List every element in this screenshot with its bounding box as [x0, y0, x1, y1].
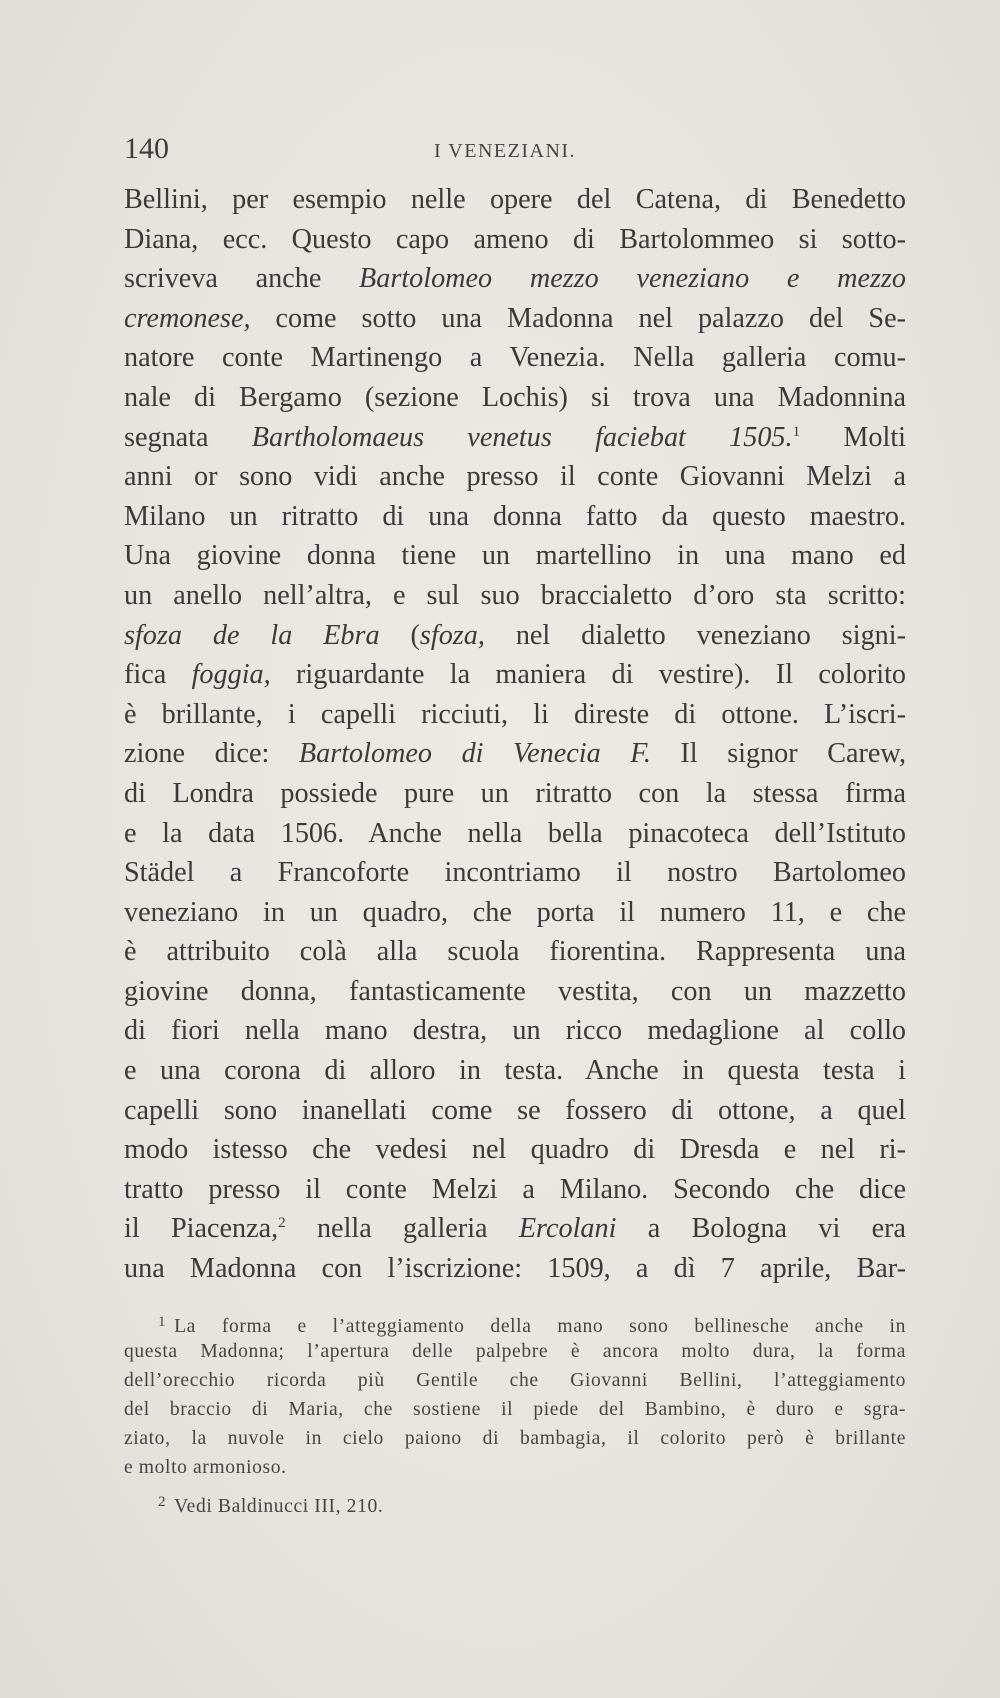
italic-phrase: foggia, — [191, 659, 271, 691]
italic-phrase: Ercolani — [518, 1213, 617, 1245]
footnote-1-line: dell’orecchio ricorda più Gentile che Giovanni Bellini, l’atteggiamento — [124, 1370, 906, 1391]
text-line: una Madonna con l’iscrizione: 1509, a dì 7 aprile, Bar- — [124, 1253, 906, 1285]
italic-phrase: Bartolomeo mezzo veneziano e mezzo — [359, 263, 906, 295]
italic-phrase: sfoza de la Ebra — [124, 619, 380, 651]
text-line: scriveva anche Bartolomeo mezzo veneziano e mezzo — [124, 263, 906, 295]
text-line: Una giovine donna tiene un martellino in una mano ed — [124, 540, 906, 572]
text-line: Diana, ecc. Questo capo ameno di Bartolommeo si sotto- — [124, 223, 906, 255]
text-line: il Piacenza,$^2$ nella galleria Ercolani a Bologna vi era — [124, 1213, 906, 1245]
text-line: è attribuito colà alla scuola fiorentina. Rappresenta una — [124, 936, 906, 968]
text-line: Städel a Francoforte incontriamo il nostro Bartolomeo — [124, 857, 906, 889]
footnote-1-line: $^1$ La forma e l’atteggiamento della mano sono bellinesche anche in — [158, 1314, 906, 1337]
text-line: zione dice: Bartolomeo di Venecia F. Il signor Carew, — [124, 738, 906, 770]
footnote-ref-1: 1 — [792, 423, 801, 440]
text-line: di fiori nella mano destra, un ricco medaglione al collo — [124, 1015, 906, 1047]
text-line: un anello nell’altra, e sul suo braccialetto d’oro sta scritto: — [124, 579, 906, 611]
footnote-2: $^2$ Vedi Baldinucci III, 210. — [158, 1494, 384, 1517]
page-number: 140 — [124, 132, 169, 165]
text-line: giovine donna, fantasticamente vestita, con un mazzetto — [124, 975, 906, 1007]
footnote-2-marker: 2 — [158, 1494, 167, 1510]
text-line: e la data 1506. Anche nella bella pinacoteca dell’Istituto — [124, 817, 906, 849]
text-line: Milano un ritratto di una donna fatto da questo maestro. — [124, 500, 906, 532]
text-line: sfoza de la Ebra (sfoza, nel dialetto veneziano signi- — [124, 619, 906, 651]
italic-phrase: sfoza, — [419, 619, 485, 651]
text-line: veneziano in un quadro, che porta il numero 11, e che — [124, 896, 906, 928]
text-line: anni or sono vidi anche presso il conte Giovanni Melzi a — [124, 461, 906, 493]
footnotes — [124, 1308, 906, 1521]
running-title: I VENEZIANI. — [434, 140, 577, 162]
italic-phrase: Bartolomeo di Venecia F. — [298, 738, 651, 770]
text-line: natore conte Martinengo a Venezia. Nella galleria comu- — [124, 342, 906, 374]
text-line: di Londra possiede pure un ritratto con la stessa firma — [124, 777, 906, 809]
italic-phrase: cremonese, — [124, 302, 251, 334]
text-line: cremonese, come sotto una Madonna nel palazzo del Se- — [124, 302, 906, 334]
footnote-1-line: del braccio di Maria, che sostiene il piede del Bambino, è duro e sgra- — [124, 1399, 906, 1420]
text-line: e una corona di alloro in testa. Anche in questa testa i — [124, 1055, 906, 1087]
text-line: tratto presso il conte Melzi a Milano. Secondo che dice — [124, 1173, 906, 1205]
text-line: nale di Bergamo (sezione Lochis) si trova una Madonnina — [124, 381, 906, 413]
text-line: segnata Bartholomaeus venetus faciebat 1505.$^1$ Molti — [124, 421, 906, 453]
text-line: capelli sono inanellati come se fossero di ottone, a quel — [124, 1094, 906, 1126]
footnote-ref-2: 2 — [278, 1215, 286, 1232]
footnote-1-line: questa Madonna; l’apertura delle palpebre è ancora molto dura, la forma — [124, 1341, 906, 1362]
text-line: Bellini, per esempio nelle opere del Catena, di Benedetto — [124, 184, 906, 215]
text-line: modo istesso che vedesi nel quadro di Dresda e nel ri- — [124, 1134, 906, 1166]
footnote-1-line: ziato, la nuvole in cielo paiono di bambagia, il colorito però è brillante — [124, 1428, 906, 1449]
footnote-1-line: e molto armonioso. — [124, 1457, 287, 1478]
italic-phrase: Bartholomaeus venetus faciebat 1505. — [251, 421, 793, 453]
footnote-1-marker: 1 — [158, 1314, 167, 1330]
page-header — [124, 132, 904, 172]
text-line: è brillante, i capelli ricciuti, li direste di ottone. L’iscri- — [124, 698, 906, 730]
body-text — [124, 180, 906, 1289]
text-line: fica foggia, riguardante la maniera di vestire). Il colorito — [124, 659, 906, 691]
